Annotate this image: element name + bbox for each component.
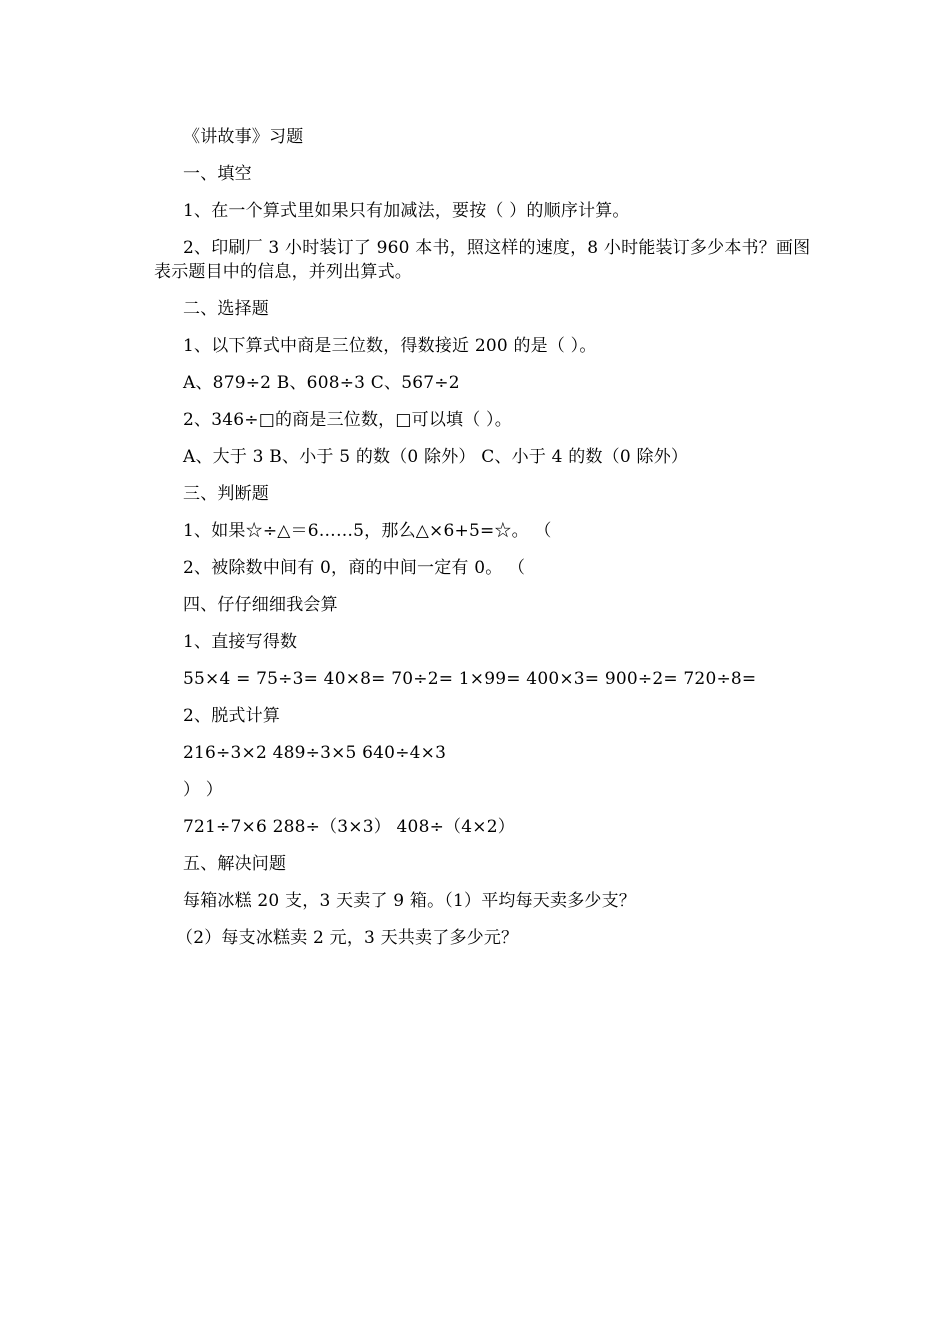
section-1-heading: 一、填空 (183, 164, 252, 184)
section-4-sub-2-exercises-row-2: 721÷7×6 288÷（3×3） 408÷（4×2） (183, 817, 515, 837)
section-4-sub-2-heading: 2、脱式计算 (183, 706, 281, 726)
section-3-question-2: 2、被除数中间有 0，商的中间一定有 0。 （ (183, 558, 526, 578)
section-2-heading: 二、选择题 (183, 299, 269, 319)
section-5-question-1: 每箱冰糕 20 支，3 天卖了 9 箱。（1）平均每天卖多少支？ (183, 891, 636, 911)
section-1-question-2: 2、印刷厂 3 小时装订了 960 本书，照这样的速度，8 小时能装订多少本书？画图表示题目中的信息，并列出算式。 (154, 238, 811, 282)
section-1-question-1: 1、在一个算式里如果只有加减法，要按（ ）的顺序计算。 (183, 201, 630, 221)
section-3-question-1: 1、如果☆÷△＝6……5，那么△×6+5=☆。 （ (183, 521, 552, 541)
section-4-heading: 四、仔仔细细我会算 (183, 595, 338, 615)
section-5-question-2: （2）每支冰糕卖 2 元，3 天共卖了多少元？ (176, 928, 519, 948)
section-4-sub-1-exercises: 55×4 = 75÷3= 40×8= 70÷2= 1×99= 400×3= 900÷2= 720÷8= (183, 669, 757, 689)
section-4-sub-1-heading: 1、直接写得数 (183, 632, 298, 652)
section-3-heading: 三、判断题 (183, 484, 269, 504)
section-2-question-1: 1、以下算式中商是三位数，得数接近 200 的是（ ）。 (183, 336, 597, 356)
section-4-sub-2-brackets: ） ） (183, 780, 224, 800)
section-2-question-1-options: A、879÷2 B、608÷3 C、567÷2 (183, 373, 460, 393)
page-title: 《讲故事》习题 (183, 127, 304, 147)
section-2-question-2: 2、346÷□的商是三位数，□可以填（ ）。 (183, 410, 512, 430)
section-5-heading: 五、解决问题 (183, 854, 287, 874)
section-2-question-2-options: A、大于 3 B、小于 5 的数（0 除外） C、小于 4 的数（0 除外） (183, 447, 689, 467)
section-4-sub-2-exercises-row-1: 216÷3×2 489÷3×5 640÷4×3 (183, 743, 447, 763)
